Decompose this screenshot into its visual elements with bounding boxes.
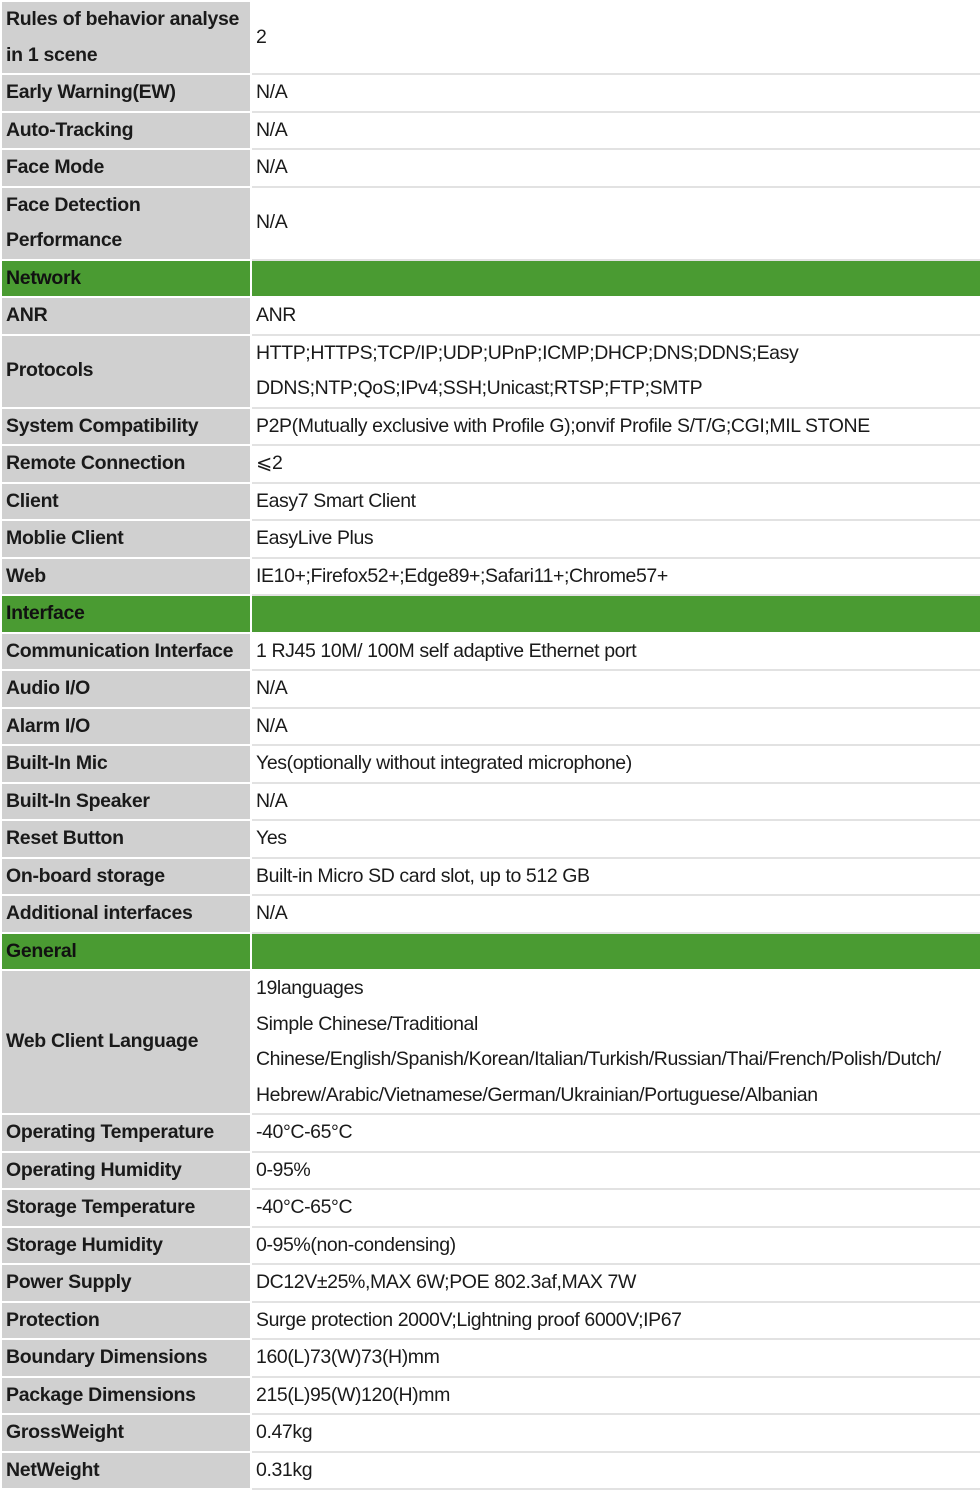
section-header-interface (1, 595, 980, 633)
spec-row-alarm-i-o (1, 708, 980, 746)
spec-row-system-compatibility (1, 408, 980, 446)
spec-value: DC12V±25%,MAX 6W;POE 802.3af,MAX 7W (251, 1264, 980, 1302)
section-title: Interface (1, 595, 251, 633)
spec-row-operating-temperature (1, 1114, 980, 1152)
spec-label: Communication Interface (1, 633, 251, 671)
spec-label: Protocols (1, 335, 251, 408)
spec-value (251, 970, 980, 1114)
spec-row-built-in-mic (1, 745, 980, 783)
spec-value-line: 19languages (256, 977, 364, 999)
section-filler (251, 933, 980, 971)
spec-label: Additional interfaces (1, 895, 251, 933)
spec-value: N/A (251, 783, 980, 821)
spec-value: 160(L)73(W)73(H)mm (251, 1339, 980, 1377)
spec-value-line: Hebrew/Arabic/Vietnamese/German/Ukrainian/Portuguese/Albanian (256, 1083, 818, 1106)
spec-row-anr (1, 297, 980, 335)
spec-value: ⩽2 (251, 445, 980, 483)
spec-label: Storage Humidity (1, 1227, 251, 1265)
spec-row-protocols (1, 335, 980, 408)
spec-row-built-in-speaker (1, 783, 980, 821)
spec-value: 0.31kg (251, 1452, 980, 1490)
spec-label: Rules of behavior analyse in 1 scene (1, 1, 251, 74)
spec-label: Audio I/O (1, 670, 251, 708)
spec-label: Reset Button (1, 820, 251, 858)
spec-value: N/A (251, 112, 980, 150)
spec-label: Moblie Client (1, 520, 251, 558)
spec-label: Storage Temperature (1, 1189, 251, 1227)
spec-value: Built-in Micro SD card slot, up to 512 GB (251, 858, 980, 896)
spec-row-additional-interfaces (1, 895, 980, 933)
spec-value: N/A (251, 187, 980, 260)
spec-label: Web Client Language (1, 970, 251, 1114)
spec-row-face-detection-performance (1, 187, 980, 260)
spec-row-face-mode (1, 149, 980, 187)
spec-value: 1 RJ45 10M/ 100M self adaptive Ethernet port (251, 633, 980, 671)
spec-value: -40°C-65°C (251, 1189, 980, 1227)
spec-row-power-supply (1, 1264, 980, 1302)
spec-label: System Compatibility (1, 408, 251, 446)
spec-label: On-board storage (1, 858, 251, 896)
spec-row-remote-connection (1, 445, 980, 483)
spec-row-communication-interface (1, 633, 980, 671)
spec-value: 0-95% (251, 1152, 980, 1190)
spec-label: Built-In Mic (1, 745, 251, 783)
spec-label: Face Detection Performance (1, 187, 251, 260)
spec-value: N/A (251, 670, 980, 708)
spec-value: 0-95%(non-condensing) (251, 1227, 980, 1265)
section-title: General (1, 933, 251, 971)
spec-label: GrossWeight (1, 1414, 251, 1452)
spec-label: Package Dimensions (1, 1377, 251, 1415)
spec-row-audio-i-o (1, 670, 980, 708)
spec-row-operating-humidity (1, 1152, 980, 1190)
spec-label: Built-In Speaker (1, 783, 251, 821)
spec-label: Early Warning(EW) (1, 74, 251, 112)
spec-value: EasyLive Plus (251, 520, 980, 558)
spec-row-protection (1, 1302, 980, 1340)
spec-row-early-warning-ew (1, 74, 980, 112)
spec-label: Protection (1, 1302, 251, 1340)
spec-label: Boundary Dimensions (1, 1339, 251, 1377)
spec-value: Yes (251, 820, 980, 858)
spec-value: HTTP;HTTPS;TCP/IP;UDP;UPnP;ICMP;DHCP;DNS;DDNS;Easy DDNS;NTP;QoS;IPv4;SSH;Unicast;RTSP;FTP;SMTP (251, 335, 980, 408)
spec-row-grossweight (1, 1414, 980, 1452)
spec-label: Operating Humidity (1, 1152, 251, 1190)
section-header-general (1, 933, 980, 971)
spec-value: 215(L)95(W)120(H)mm (251, 1377, 980, 1415)
section-header-network (1, 260, 980, 298)
spec-row-package-dimensions (1, 1377, 980, 1415)
spec-row-moblie-client (1, 520, 980, 558)
spec-table-body (1, 1, 980, 1489)
spec-row-rules-of-behavior-analyse-in-1-scene (1, 1, 980, 74)
spec-label: Operating Temperature (1, 1114, 251, 1152)
spec-value: Surge protection 2000V;Lightning proof 6000V;IP67 (251, 1302, 980, 1340)
spec-value: Yes(optionally without integrated microphone) (251, 745, 980, 783)
spec-row-storage-temperature (1, 1189, 980, 1227)
spec-label: Web (1, 558, 251, 596)
spec-value: N/A (251, 74, 980, 112)
spec-label: Power Supply (1, 1264, 251, 1302)
spec-value: 0.47kg (251, 1414, 980, 1452)
spec-label: Client (1, 483, 251, 521)
spec-value: P2P(Mutually exclusive with Profile G);onvif Profile S/T/G;CGI;MIL STONE (251, 408, 980, 446)
spec-value: 2 (251, 1, 980, 74)
spec-label: Remote Connection (1, 445, 251, 483)
section-filler (251, 260, 980, 298)
section-title: Network (1, 260, 251, 298)
spec-row-on-board-storage (1, 858, 980, 896)
spec-row-storage-humidity (1, 1227, 980, 1265)
spec-row-web-client-language (1, 970, 980, 1114)
spec-row-netweight (1, 1452, 980, 1490)
section-filler (251, 595, 980, 633)
spec-label: Face Mode (1, 149, 251, 187)
spec-value: N/A (251, 708, 980, 746)
spec-value: N/A (251, 149, 980, 187)
spec-value-line: Chinese/English/Spanish/Korean/Italian/Turkish/Russian/Thai/French/Polish/Dutch/ (256, 1048, 941, 1070)
spec-value: -40°C-65°C (251, 1114, 980, 1152)
spec-label: Alarm I/O (1, 708, 251, 746)
spec-value-line: Simple Chinese/Traditional (256, 1012, 478, 1035)
spec-row-client (1, 483, 980, 521)
spec-row-auto-tracking (1, 112, 980, 150)
spec-row-boundary-dimensions (1, 1339, 980, 1377)
spec-row-reset-button (1, 820, 980, 858)
spec-row-web (1, 558, 980, 596)
spec-label: NetWeight (1, 1452, 251, 1490)
spec-label: Auto-Tracking (1, 112, 251, 150)
spec-value: Easy7 Smart Client (251, 483, 980, 521)
spec-label: ANR (1, 297, 251, 335)
spec-value: N/A (251, 895, 980, 933)
spec-value: ANR (251, 297, 980, 335)
spec-value: IE10+;Firefox52+;Edge89+;Safari11+;Chrome57+ (251, 558, 980, 596)
